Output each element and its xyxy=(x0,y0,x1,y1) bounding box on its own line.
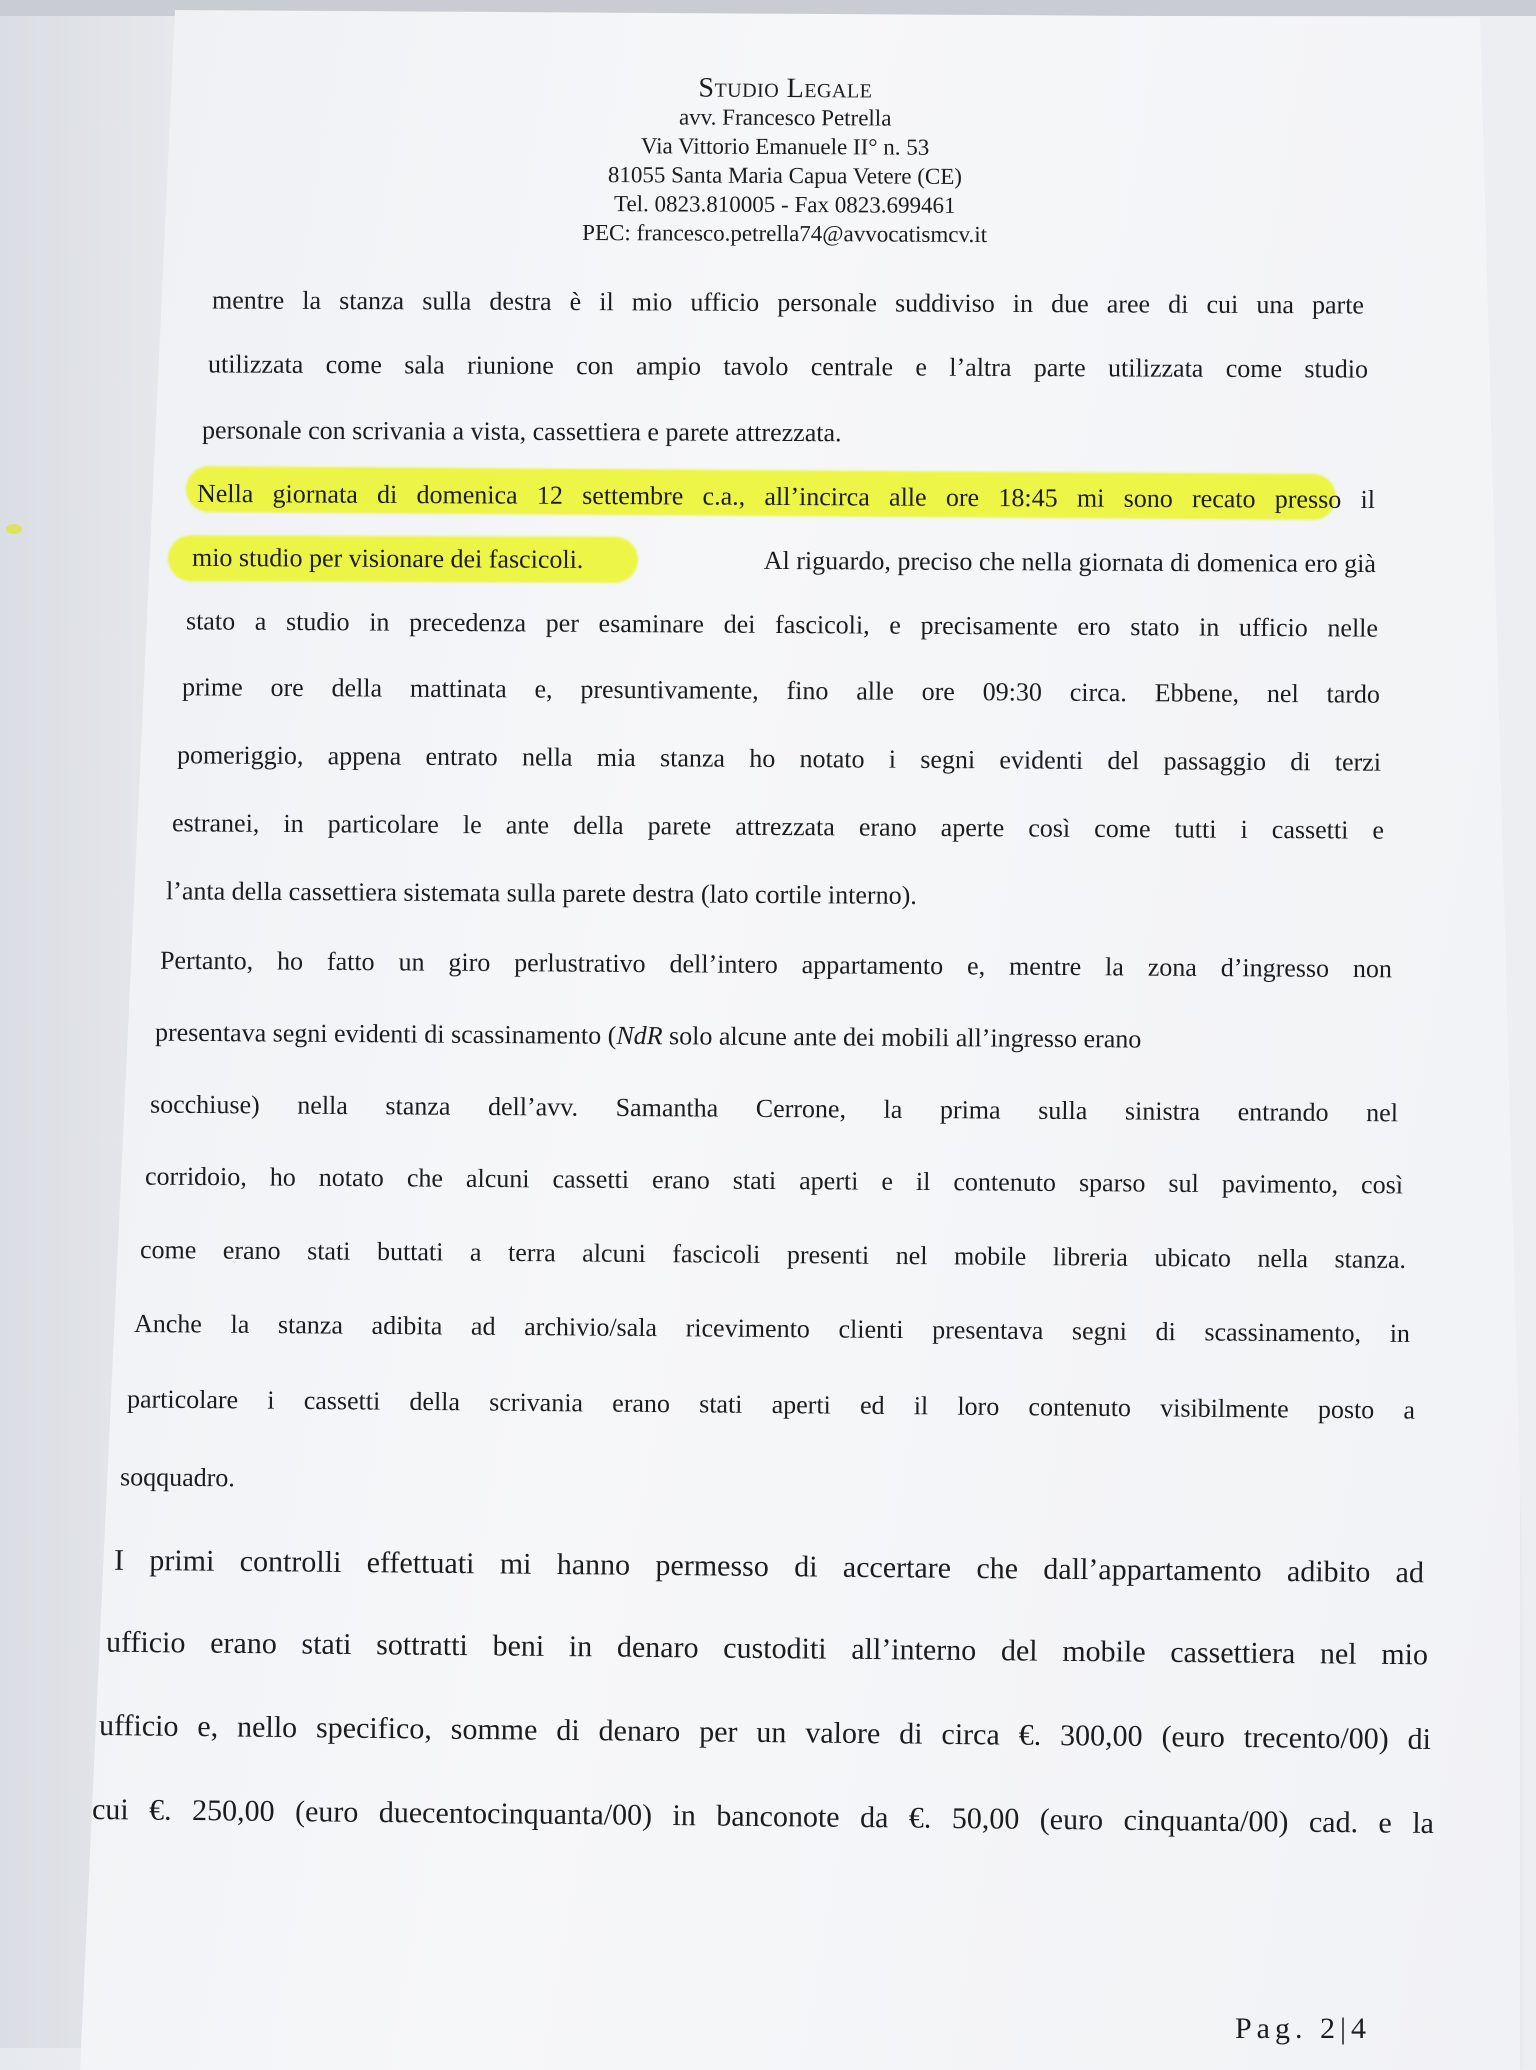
text-line: estranei, in particolare le ante della parete attrezzata erano aperte così come tutti i cassetti e xyxy=(171,808,1385,845)
firm-phone-fax: Tel. 0823.810005 - Fax 0823.699461 xyxy=(613,191,956,218)
text-line: mentre la stanza sulla destra è il mio ufficio personale suddiviso in due aree di cui una parte xyxy=(211,285,1365,320)
text-line: pomeriggio, appena entrato nella mia stanza ho notato i segni evidenti del passaggio di terzi xyxy=(176,740,1382,777)
text-line: utilizzata come sala riunione con ampio tavolo centrale e l’altra parte utilizzata come studio xyxy=(207,349,1369,384)
text-span: mio studio per visionare dei fascicoli. xyxy=(191,542,584,574)
firm-city: 81055 Santa Maria Capua Vetere (CE) xyxy=(607,162,963,189)
text-line: socchiuse) nella stanza dell’avv. Samantha Cerrone, la prima sulla sinistra entrando nel xyxy=(149,1089,1399,1128)
text-span: presentava segni evidenti di scassinamento ( xyxy=(154,1017,617,1050)
text-span: Al riguardo, preciso che nella giornata di domenica ero già xyxy=(763,545,1377,579)
text-line: cui €. 250,00 (euro duecentocinquanta/00) in banconote da €. 50,00 (euro cinquanta/00) cad. e la xyxy=(91,1792,1435,1841)
text-line: Nella giornata di domenica 12 settembre c.a., all’incirca alle ore 18:45 mi sono recato presso il xyxy=(196,478,1376,515)
text-line: corridoio, ho notato che alcuni cassetti erano stati aperti e il contenuto sparso sul pavimento, così xyxy=(144,1161,1404,1200)
text-line: ufficio e, nello specifico, somme di denaro per un valore di circa €. 300,00 (euro trecento/00) di xyxy=(98,1709,1432,1756)
page-number: Pag. 2|4 xyxy=(1235,2012,1372,2045)
text-line: l’anta della cassettiera sistemata sulla parete destra (lato cortile interno). xyxy=(165,876,917,910)
text-line: come erano stati buttati a terra alcuni fascicoli presenti nel mobile libreria ubicato nella stanza. xyxy=(139,1235,1407,1274)
text-line: I primi controlli effettuati mi hanno permesso di accertare che dall’appartamento adibito ad xyxy=(113,1543,1425,1590)
firm-address: Via Vittorio Emanuele II° n. 53 xyxy=(640,133,930,160)
lawyer-name: avv. Francesco Petrella xyxy=(678,104,892,131)
text-line: personale con scrivania a vista, cassettiera e parete attrezzata. xyxy=(201,415,842,448)
firm-pec: PEC: francesco.petrella74@avvocatismcv.it xyxy=(582,219,988,248)
text-line: prime ore della mattinata e, presuntivamente, fino alle ore 09:30 circa. Ebbene, nel tardo xyxy=(181,672,1381,709)
text-line: Anche la stanza adibita ad archivio/sala ricevimento clienti presentava segni di scassinamento, in xyxy=(133,1308,1411,1349)
text-line xyxy=(155,1018,1395,1057)
firm-name: Studio Legale xyxy=(698,72,873,105)
text-line: particolare i cassetti della scrivania erano stati aperti ed il loro contenuto visibilmente posto a xyxy=(126,1384,1416,1425)
ndr-abbreviation: NdR xyxy=(616,1020,663,1051)
text-line: ufficio erano stati sottratti beni in denaro custoditi all’interno del mobile cassettiera nel mio xyxy=(105,1625,1429,1672)
text-line: Pertanto, ho fatto un giro perlustrativo dell’intero appartamento e, mentre la zona d’ingresso non xyxy=(159,945,1393,984)
text-span xyxy=(155,1018,1141,1055)
text-span: solo alcune ante dei mobili all’ingresso erano xyxy=(662,1021,1142,1054)
text-line: stato a studio in precedenza per esaminare dei fascicoli, e precisamente ero stato in ufficio nelle xyxy=(185,606,1379,643)
text-line: soqquadro. xyxy=(119,1462,235,1493)
text-line xyxy=(192,543,1376,579)
